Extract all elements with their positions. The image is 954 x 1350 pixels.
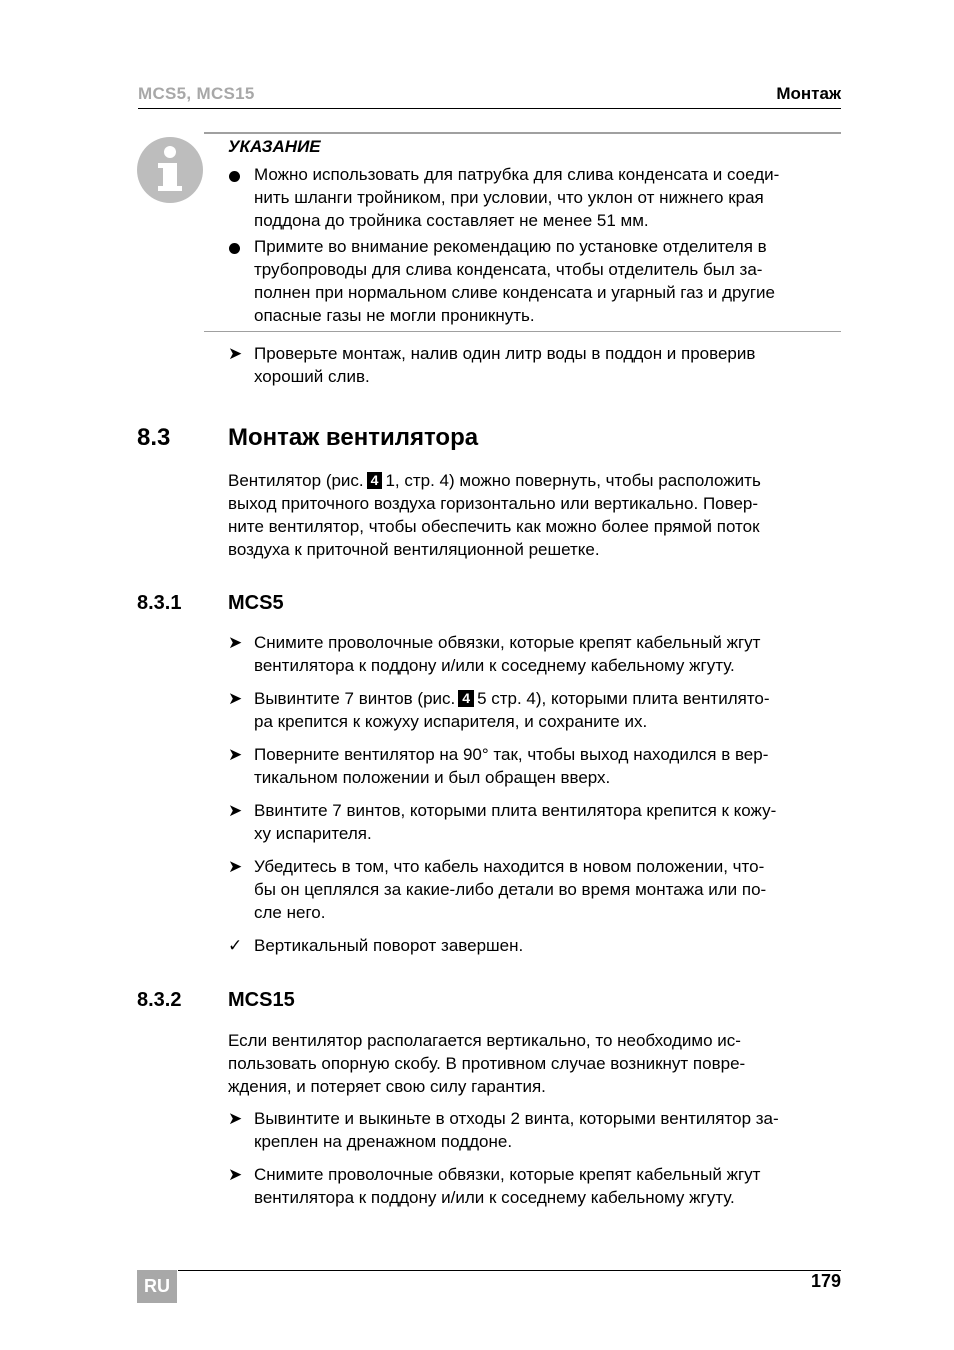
arrow-icon: ➤ [228, 857, 243, 876]
section-title: Монтаж вентилятора [228, 424, 479, 451]
text-line: Вертикальный поворот завершен. [254, 936, 524, 955]
arrow-icon: ➤ [228, 344, 243, 363]
text-line: выход приточного воздуха горизонтально или вертикально. Повер- [228, 494, 759, 513]
text-line: ху испарителя. [254, 824, 372, 843]
text-line: ра крепится к кожуху испарителя, и сохраните их. [254, 712, 648, 731]
note-top-rule [204, 132, 841, 134]
text-line: пользовать опорную скобу. В противном случае возникнут повре- [228, 1054, 746, 1073]
text-line: нить шланги тройником, при условии, что уклон от нижнего края [254, 188, 764, 207]
text-line: поддона до тройника составляет не менее 51 мм. [254, 211, 649, 230]
subsection-title: MCS15 [228, 989, 295, 1011]
note-bottom-rule [204, 331, 841, 332]
text-line: бы он цеплялся за какие-либо детали во время монтажа или по- [254, 880, 767, 899]
arrow-icon: ➤ [228, 1165, 243, 1184]
section-paragraph [228, 469, 841, 561]
note-title: УКАЗАНИЕ [228, 137, 321, 156]
figure-ref-badge: 4 [458, 690, 474, 707]
language-badge: RU [137, 1270, 177, 1303]
text-line: креплен на дренажном поддоне. [254, 1132, 513, 1151]
text-line: полнен при нормальном сливе конденсата и угарный газ и другие [254, 283, 775, 302]
header-section: Монтаж [776, 84, 841, 103]
text-line: ните вентилятор, чтобы обеспечить как можно более прямой поток [228, 517, 760, 536]
text-line: Поверните вентилятор на 90° так, чтобы выход находился в вер- [254, 745, 769, 764]
page-number: 179 [810, 1271, 841, 1291]
text-line: Проверьте монтаж, налив один литр воды в поддон и проверив [254, 344, 756, 363]
text-line: Если вентилятор располагается вертикально, то необходимо ис- [228, 1031, 741, 1050]
section-number: 8.3 [137, 424, 171, 451]
text-fragment: 5 стр. 4), которыми плита вентилято- [477, 689, 770, 708]
text-line: трубопроводы для слива конденсата, чтобы отделитель был за- [254, 260, 763, 279]
arrow-icon: ➤ [228, 633, 243, 652]
text-line: Убедитесь в том, что кабель находится в новом положении, что- [254, 857, 765, 876]
header-product: MCS5, MCS15 [138, 84, 255, 103]
bullet-icon [229, 171, 240, 182]
page-header [138, 84, 841, 109]
text-fragment: Вентилятор (рис. [228, 471, 364, 490]
section-paragraph [228, 1029, 841, 1098]
subsection-number: 8.3.1 [137, 592, 182, 614]
figure-ref-badge: 4 [367, 472, 383, 489]
text-fragment: Вывинтите 7 винтов (рис. [254, 689, 456, 708]
text-line: Снимите проволочные обвязки, которые крепят кабельный жгут [254, 633, 761, 652]
text-line: тикальном положении и был обращен вверх. [254, 768, 611, 787]
info-icon [137, 137, 203, 203]
subsection-number: 8.3.2 [137, 989, 182, 1011]
checkmark-icon: ✓ [228, 936, 243, 955]
text-line: Вывинтите и выкиньте в отходы 2 винта, которыми вентилятор за- [254, 1109, 779, 1128]
text-line: вентилятора к поддону и/или к соседнему кабельному жгуту. [254, 656, 735, 675]
text-line: Ввинтите 7 винтов, которыми плита вентилятора крепится к кожу- [254, 801, 777, 820]
arrow-icon: ➤ [228, 801, 243, 820]
subsection-title: MCS5 [228, 592, 284, 614]
text-line: Примите во внимание рекомендацию по установке отделителя в [254, 237, 767, 256]
footer-rule [178, 1270, 841, 1271]
arrow-icon: ➤ [228, 745, 243, 764]
text-line: опасные газы не могли проникнуть. [254, 306, 535, 325]
text-line: воздуха к приточной вентиляционной решетке. [228, 540, 600, 559]
text-fragment: 1, стр. 4) можно повернуть, чтобы расположить [385, 471, 761, 490]
text-line: хороший слив. [254, 367, 370, 386]
bullet-icon [229, 243, 240, 254]
text-line: сле него. [254, 903, 326, 922]
text-line: вентилятора к поддону и/или к соседнему кабельному жгуту. [254, 1188, 735, 1207]
arrow-icon: ➤ [228, 1109, 243, 1128]
text-line: Снимите проволочные обвязки, которые крепят кабельный жгут [254, 1165, 761, 1184]
arrow-icon: ➤ [228, 689, 243, 708]
text-line: ждения, и потеряет свою силу гарантия. [228, 1077, 546, 1096]
text-line: Можно использовать для патрубка для слива конденсата и соеди- [254, 165, 780, 184]
